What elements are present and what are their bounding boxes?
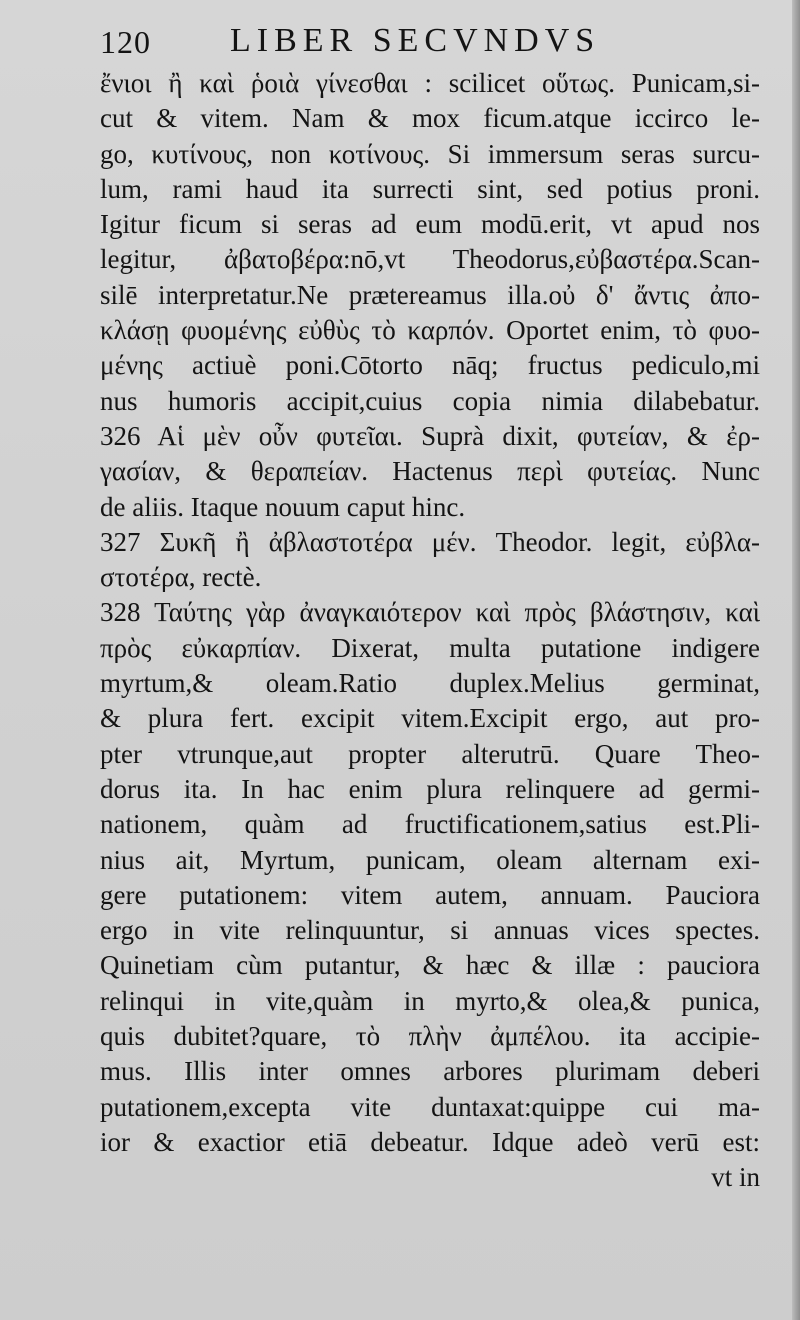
running-title: LIBER SECVNDVS bbox=[230, 22, 601, 59]
text-line: relinqui in vite,quàm in myrto,& olea,& punica, bbox=[100, 985, 760, 1016]
text-line: μένης actiuè poni.Cōtorto nāq; fructus pediculo,mi bbox=[100, 350, 760, 381]
text-line: ἔνιοι ἢ καὶ ῥοιὰ γίνεσθαι : scilicet οὕτως. Punicam,si- bbox=[100, 68, 760, 98]
text-line: mus. Illis inter omnes arbores plurimam deberi bbox=[100, 1056, 760, 1087]
text-line: ergo in vite relinquuntur, si annuas vices spectes. bbox=[100, 915, 760, 946]
text-line: gere putationem: vitem autem, annuam. Pauciora bbox=[100, 879, 760, 910]
text-line: myrtum,& oleam.Ratio duplex.Melius germinat, bbox=[100, 668, 760, 699]
page-header bbox=[100, 22, 740, 66]
text-line: Igitur ficum si seras ad eum modū.erit, vt apud nos bbox=[100, 209, 760, 240]
text-line: Quinetiam cùm putantur, & hæc & illæ : pauciora bbox=[100, 950, 760, 981]
text-line: quis dubitet?quare, τὸ πλὴν ἀμπέλου. ita accipie- bbox=[100, 1021, 760, 1052]
catchword: vt in bbox=[711, 1162, 760, 1193]
text-line: κλάσῃ φυομένης εὐθὺς τὸ καρπόν. Oportet enim, τὸ φυο- bbox=[100, 315, 760, 346]
text-line: pter vtrunque,aut propter alterutrū. Quare Theo- bbox=[100, 738, 760, 769]
note-line-326: 326 Αἱ μὲν οὖν φυτεῖαι. Suprà dixit, φυτείαν, & ἐρ- bbox=[100, 420, 760, 451]
text-line: & plura fert. excipit vitem.Excipit ergo, aut pro- bbox=[100, 703, 760, 734]
note-line-327: 327 Συκῆ ἢ ἀβλαστοτέρα μέν. Theodor. legit, εὐβλα- bbox=[100, 526, 760, 557]
note-line-328: 328 Ταύτης γὰρ ἀναγκαιότερον καὶ πρὸς βλάστησιν, καὶ bbox=[100, 597, 760, 628]
text-line: cut & vitem. Nam & mox ficum.atque iccirco le- bbox=[100, 103, 760, 134]
text-line: lum, rami haud ita surrecti sint, sed potius proni. bbox=[100, 173, 760, 204]
text-line: go, κυτίνους, non κοτίνους. Si immersum seras surcu- bbox=[100, 138, 760, 169]
text-line: legitur, ἀβατοβέρα:nō,vt Theodorus,εὐβαστέρα.Scan- bbox=[100, 244, 760, 275]
text-line: γασίαν, & θεραπείαν. Hactenus περὶ φυτείας. Nunc bbox=[100, 456, 760, 487]
text-line: στοτέρα, rectè. bbox=[100, 562, 262, 593]
text-line: πρὸς εὐκαρπίαν. Dixerat, multa putatione indigere bbox=[100, 632, 760, 663]
page-edge bbox=[792, 0, 800, 1320]
text-line: de aliis. Itaque nouum caput hinc. bbox=[100, 491, 466, 522]
body-text bbox=[100, 66, 760, 1196]
text-line: putationem,excepta vite duntaxat:quippe cui ma- bbox=[100, 1091, 760, 1122]
page-number: 120 bbox=[100, 24, 151, 60]
text-line: ior & exactior etiā debeatur. Idque adeò verū est: bbox=[100, 1126, 760, 1157]
text-line: dorus ita. In hac enim plura relinquere ad germi- bbox=[100, 773, 760, 804]
text-line: nus humoris accipit,cuius copia nimia dilabebatur. bbox=[100, 385, 760, 416]
text-line: nius ait, Myrtum, punicam, oleam alternam exi- bbox=[100, 844, 760, 875]
text-line: silē interpretatur.Ne prætereamus illa.οὐ δ' ἄντις ἀπο- bbox=[100, 279, 760, 310]
text-line: nationem, quàm ad fructificationem,satius est.Pli- bbox=[100, 809, 760, 840]
